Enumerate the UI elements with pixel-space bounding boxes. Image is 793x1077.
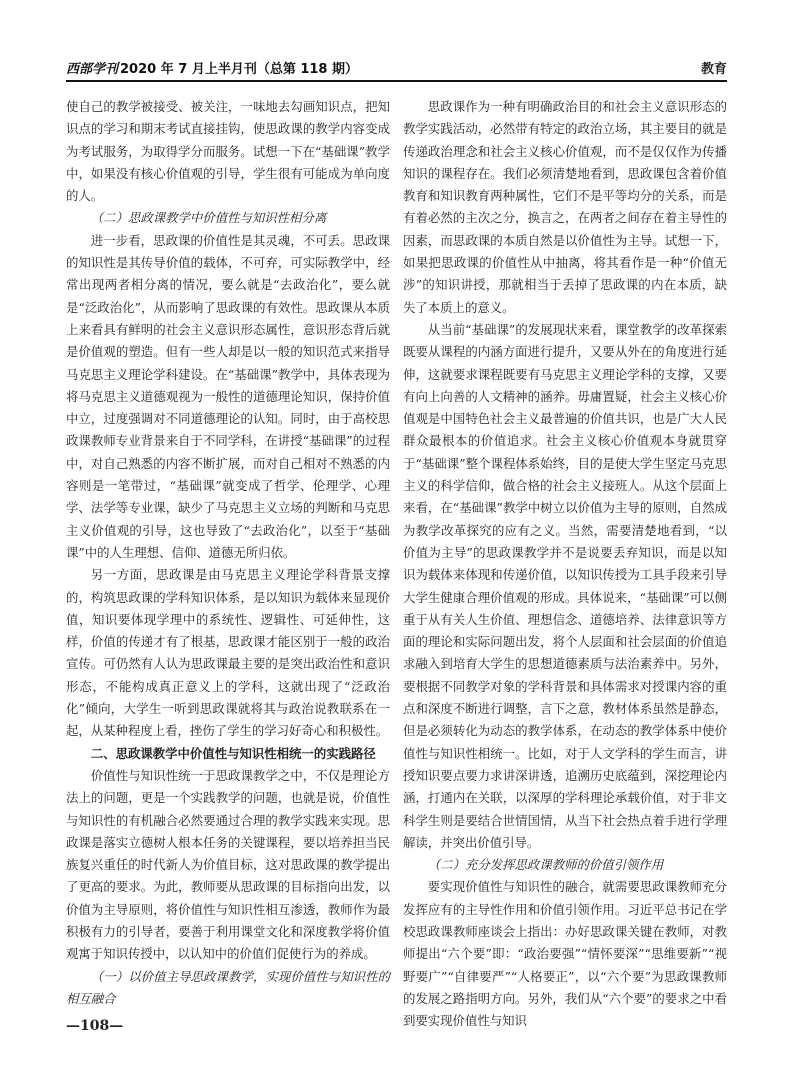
- paragraph: 思政课作为一种有明确政治目的和社会主义意识形态的教学实践活动，必然带有特定的政治立场，其主要目的就是传递政治理念和社会主义核心价值观，而不是仅仅作为传播知识的课程存在。我们必须清楚地看到，思政课包含着价值教育和知识教育两种属性，它们不是平等均分的关系，而是有着必然的主次之分，换言之，在两者之间存在着主导性的因素，而思政课的本质自然是以价值性为主导。试想一下，如果把思政课的价值性从中抽离，将其看作是一种“价值无涉”的知识讲授，那就相当于丢掉了思政课的内在本质，缺失了本质上的意义。: [403, 99, 727, 315]
- subsection-heading: （二）充分发挥思政课教师的价值引领作用: [427, 857, 664, 873]
- subsection-heading: （二）思政课教学中价值性与知识性相分离: [90, 210, 327, 226]
- subsection-heading: （一）以价值主导思政课教学，实现价值性与知识性的相互融合: [66, 968, 390, 1006]
- right-column: [403, 96, 727, 1032]
- paragraph: 价值性与知识性统一于思政课教学之中，不仅是理论方法上的问题，更是一个实践教学的问题，也就是说，价值性与知识性的有机融合必然要通过合理的教学实践来实现。思政课是落实立德树人根本任务的关键课程，要以培养担当民族复兴重任的时代新人为价值目标，这对思政课的教学提出了更高的要求。为此，教师要从思政课的目标指向出发，以价值为主导原则，将价值性与知识性相互渗透，教师作为最积极有力的引导者，要善于利用课堂文化和深度教学将价值观寓于知识传授中，以认知中的价值们促使行为的养成。: [66, 767, 390, 962]
- left-column: [66, 96, 390, 1010]
- page-number: —108—: [66, 1018, 124, 1034]
- header-rule: [66, 80, 727, 82]
- paragraph: 从当前“基础课”的发展现状来看，课堂教学的改革探索既要从课程的内涵方面进行提升，又要从外在的角度进行延伸，这就要求课程既要有马克思主义理论学科的支撑，又要有向上向善的人文精神的涵养。毋庸置疑，社会主义核心价值观是中国特色社会主义最普遍的价值共识，也是广大人民群众最根本的价值追求。社会主义核心价值观本身就贯穿于“基础课”整个课程体系始终，目的是使大学生坚定马克思主义的科学信仰，做合格的社会主义接班人。从这个层面上来看，在“基础课”教学中树立以价值为主导的原则，自然成为教学改革探究的应有之义。当然，需要清楚地看到，“以价值为主导”的思政课教学并不是说要丢弃知识，而是以知识为载体来体现和传递价值，以知识传授为工具手段来引导大学生健康合理价值观的形成。具体说来，“基础课”可以侧重于从有关人生价值、理想信念、道德培养、法律意识等方面的理论和实际问题出发，将个人层面和社会层面的价值追求融入到培育大学生的思想道德素质与法治素养中。另外，要根据不同教学对象的学科背景和具体需求对授课内容的重点和深度不断进行调整，言下之意，教材体系虽然是静态，但是必须转化为动态的教学体系，在动态的教学体系中使价值性与知识性相统一。比如，对于人文学科的学生而言，讲授知识要点要力求讲深讲透，追溯历史底蕴到，深挖理论内涵，打通内在关联，以深厚的学科理论承载价值，对于非文科学生则是要结合世情国情，从当下社会热点着手进行学理解读，并突出价值引导。: [403, 321, 727, 850]
- section-label: 教育: [700, 62, 727, 77]
- paragraph: 另一方面，思政课是由马克思主义理论学科背景支撑的，构筑思政课的学科知识体系，是以知识为载体来显现价值，知识要体现学理中的系统性、逻辑性、可延伸性，这样，价值的传递才有了根基，思政课才能区别于一般的政治宣传。可仍然有人认为思政课最主要的是突出政治性和意识形态，不能构成真正意义上的学科，这就出现了“泛政治化”倾向，大学生一听到思政课就将其与政治说教联系在一起，从某种程度上看，挫伤了学生的学习好奇心和积极性。: [66, 567, 390, 739]
- journal-title: [66, 58, 358, 77]
- journal-logo: 西部学刊: [66, 62, 119, 77]
- paragraph: 进一步看，思政课的价值性是其灵魂，不可丢。思政课的知识性是其传导价值的载体，不可弃，可实际教学中，经常出现两者相分离的情况，要么就是“去政治化”，要么就是“泛政治化”，从而影响了思政课的有效性。思政课从本质上来看具有鲜明的社会主义意识形态属性，意识形态背后就是价值观的塑造。但有一些人却是以一般的知识范式来指导马克思主义理论学科建设。在“基础课”教学中，具体表现为将马克思主义道德观视为一般性的道德理论知识，保持价值中立，过度强调对不同道德理论的认知。同时，由于高校思政课教师专业背景来自于不同学科，在讲授“基础课”的过程中，对自己熟悉的内容不断扩展，而对自己相对不熟悉的内容则是一笔带过，“基础课”就变成了哲学、伦理学、心理学、法学等专业课，缺少了马克思主义立场的判断和马克思主义价值观的引导，这也导致了“去政治化”，以至于“基础课”中的人生理想、信仰、道德无所归依。: [66, 232, 390, 560]
- section-heading: 二、思政课教学中价值性与知识性相统一的实践路径: [90, 745, 376, 761]
- page-header: [66, 58, 727, 82]
- paragraph: 要实现价值性与知识性的融合，就需要思政课教师充分发挥应有的主导性作用和价值引领作用。习近平总书记在学校思政课教师座谈会上指出：办好思政课关键在教师，对教师提出“六个要”即：“政治要强”“情怀要深”“思维要新”“视野要广”“自律要严”“人格要正”，以“六个要”为思政课教师的发展之路指明方向。另外，我们从“六个要”的要求之中看到要实现价值性与知识: [403, 879, 727, 1029]
- issue-info: 2020 年 7 月上半月刊（总第 118 期）: [120, 62, 359, 77]
- paragraph: 使自己的教学被接受、被关注，一味地去勾画知识点，把知识点的学习和期末考试直接挂钩，使思政课的教学内容变成为考试服务，为取得学分而服务。试想一下在“基础课”教学中，如果没有核心价值观的引导，学生很有可能成为单向度的人。: [66, 99, 390, 204]
